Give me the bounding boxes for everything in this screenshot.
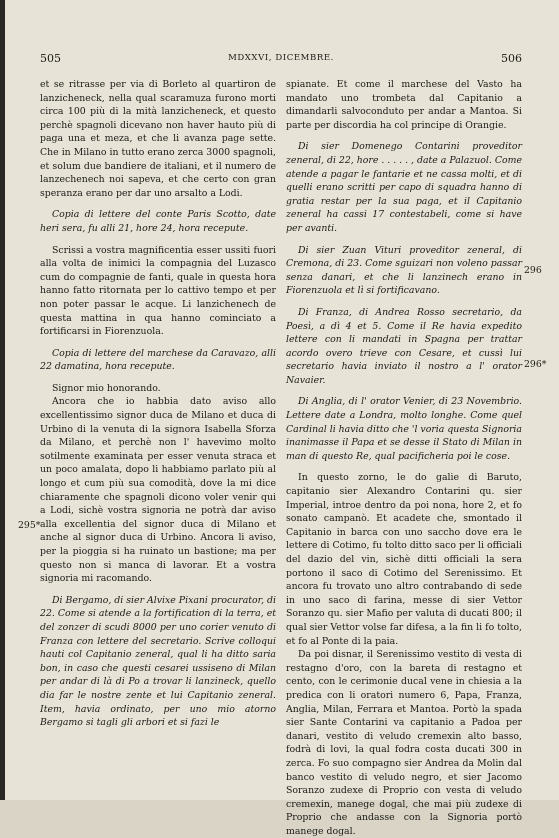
paragraph: Scrissi a vostra magnificentia esser ussiti fuori alla volta de inimici la compagnia del Luzasco cum do compagnie de fanti, quale in questa hora hanno fatto ritornata per lo cattivo tempo et per non poter passar le acque. Li lanzichenech de questa mattina in qua hanno cominciato a fortificarsi in Fiorenzuola. <box>40 244 276 338</box>
margin-note-296-star: 296* <box>524 359 547 370</box>
section-heading: Di Anglia, di l' orator Venier, di 23 Novembrio. Lettere date a Londra, molto longhe. Come quel Cardinal li havia ditto che 'l voria questa Signoria inanimasse il Papa et se desse il Stato di Milan in man di questo Re, qual pacificheria poi le cose. <box>286 396 522 462</box>
page-number-right: 506 <box>501 52 522 65</box>
section-heading: Di Franza, di Andrea Rosso secretario, da Poesì, a dì 4 et 5. Come il Re havia expedito lettere con li mandati in Spagna per trattar acordo overo trieve con Cesare, et cussì lui secretario havia inviato il nostro a l' orator Navaier. <box>286 306 522 386</box>
paragraph: Signor mio honorando. <box>52 382 161 394</box>
section-heading: Di sier Domenego Contarini proveditor zeneral, di 22, hore . . . . . , date a Palazuol. Come atende a pagar le fantarie et ne cassa molti, et di quelli erano scritti per capo di squadra hanno di gratia restar per la sua paga, et il Capitanio zeneral ha cassi 17 contestabeli, come si have per avanti. <box>286 141 522 234</box>
paragraph: Ancora che io habbia dato aviso allo excellentissimo signor duca de Milano et duca di Urbino di la venuta di la signora Isabella Sforza da Milano, et perchè non l' havevimo molto sotilmente examinata per esser venuta straca et un poco amalata, dopo li habbiamo parlato più al longo et cum più sua comodità, dove la mi dice chiaramente che spagnoli dicono voler venir qui a Lodi, sichè vostra signoria ne potrà dar aviso alla excellentia del signor duca di Milano et anche al signor duca di Urbino. Ancora li aviso, per la pioggia si ha ruinato un bastione; ma per questo non si manca di lavorar. Et a vostra signoria mi racomando. <box>40 396 276 585</box>
section-heading: Di sier Zuan Vituri proveditor zeneral, di Cremona, di 23. Come sguizari non voleno passar senza danari, et che li lanzinech erano in Fiorenzuola et lì si fortificavano. <box>286 244 522 297</box>
paragraph: Da poi disnar, il Serenissimo vestito di vesta di restagno d'oro, con la bareta di restagno et cento, con le cerimonie ducal vene in chiesia a la predica con li oratori numero 6, Papa, Franza, Anglia, Milan, Ferrara et Mantoa. Portò la spada sier Sante Contarini va capitanio a Padoa per danari, vestito di veludo cremexin alto basso, fodrà di lovi, la qual fodra costa ducati 300 in zerca. Fo suo compagno sier Andrea da Molin dal banco vestito di veludo negro, et sier Jacomo Soranzo zudexe di Proprio con vesta di veludo cremexin, manege dogal, che mai più zudexe di Proprio che andasse con la Signoria portò manege dogal. <box>286 649 522 837</box>
right-column <box>286 78 522 838</box>
page-header <box>40 52 522 68</box>
margin-note-296: 296 <box>524 265 542 276</box>
page-edge-shadow <box>0 0 5 800</box>
page-number-left: 505 <box>40 52 61 65</box>
section-heading: Di Bergamo, di sier Alvixe Pixani procurator, di 22. Come si atende a la fortification di la terra, et del zonzer di scudi 8000 per uno corier venuto di Franza con lettere del secretario. Scrive colloqui hauti col Capitanio zeneral, qual li ha ditto saria bon, in caso che questi cesarei ussiseno di Milan per andar di là di Po a trovar li lanzineck, quello dia far le nostre zente et lui Capitanio zeneral. Item, havia ordinato, per uno mio atorno Bergamo si tagli gli arbori et si fazi le <box>40 594 276 729</box>
running-title: MDXXVI, DICEMBRE. <box>228 53 334 63</box>
paragraph: spianate. Et come il marchese del Vasto ha mandato uno trombeta dal Capitanio a dimandarli salvoconduto per andar a Mantoa. Si parte per discordia ha col principe di Orangie. <box>286 79 522 131</box>
section-heading: Copia di lettere del marchese da Caravazo, alli 22 damatina, hora recepute. <box>40 347 276 373</box>
paragraph: et se ritrasse per via di Borleto al quartiron de lanzicheneck, nella qual scaramuza furono morti circa 100 più di la mità lanzicheneck, et questo perchè spagnoli dicevano non haver hauto più di paga una et meza, et che li avanza page sette. Che in Milano in tutto erano zerca 3000 spagnoli, et solum due bandiere de italiani, et il numero de lanzechenech noi sapeva, et che certo con gran speranza erano per dar uno arsalto a Lodi. <box>40 79 276 199</box>
section-heading: Copia di lettere del conte Paris Scotto, date heri sera, fu alli 21, hore 24, hora recepute. <box>40 209 276 234</box>
left-column <box>40 78 276 738</box>
margin-note-295: 295* <box>18 520 41 531</box>
paragraph: In questo zorno, le do galie di Baruto, capitanio sier Alexandro Contarini qu. sier Imperial, introe dentro da poi nona, hore 2, et fo sonato campanò. Et acadete che, smontado il Capitanio in barca con uno saccho dove era le lettere di Cotimo, fu tolto ditto saco per li officiali del dazio del vin, sichè ditti officiali la sera portono il saco di Cotimo del Serenissimo. Et ancora fu trovato uno altro contrabando di sede in uno saco di farina, messe di sier Vettor Soranzo qu. sier Mafio per valuta di ducati 800; il qual sier Vettor volse far difesa, a la fin li fo tolto, et fo al Ponte di la paia. <box>286 472 522 647</box>
